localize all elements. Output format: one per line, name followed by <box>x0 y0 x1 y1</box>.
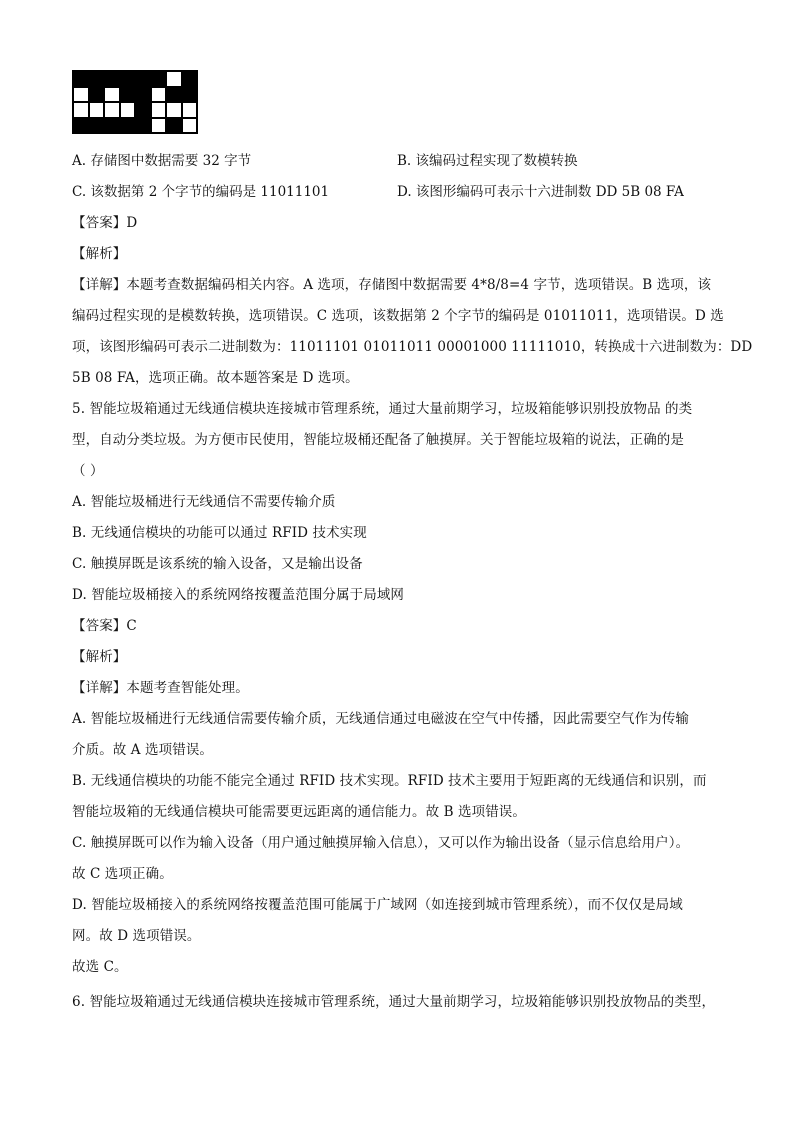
q5-detail-line: 智能垃圾箱的无线通信模块可能需要更远距离的通信能力。故 B 选项错误。 <box>72 804 527 820</box>
grid-cell <box>73 102 89 118</box>
q5-detail-line: 网。故 D 选项错误。 <box>72 928 201 944</box>
q5-option-c: C. 触摸屏既是该系统的输入设备，又是输出设备 <box>72 556 363 572</box>
q5-stem-line: （ ） <box>72 463 104 479</box>
q4-option-c: C. 该数据第 2 个字节的编码是 11011101 <box>72 184 330 200</box>
q5-detail-line: 介质。故 A 选项错误。 <box>72 742 214 758</box>
grid-cell <box>166 102 182 118</box>
grid-cell <box>182 102 198 118</box>
q4-option-a: A. 存储图中数据需要 32 字节 <box>72 153 252 169</box>
grid-cell <box>120 71 136 87</box>
q5-option-a: A. 智能垃圾桶进行无线通信不需要传输介质 <box>72 494 336 510</box>
q5-detail-line: B. 无线通信模块的功能不能完全通过 RFID 技术实现。RFID 技术主要用于短距离的无线通信和识别，而 <box>72 773 707 789</box>
q5-analysis-tag: 【解析】 <box>72 649 127 665</box>
grid-cell <box>104 118 120 134</box>
q4-detail-line: 【详解】本题考查数据编码相关内容。A 选项，存储图中数据需要 4*8/8=4 字节，选项错误。B 选项，该 <box>72 277 712 293</box>
q4-option-b: B. 该编码过程实现了数模转换 <box>397 153 578 169</box>
grid-cell <box>73 118 89 134</box>
grid-cell <box>182 87 198 103</box>
q5-option-d: D. 智能垃圾桶接入的系统网络按覆盖范围分属于局域网 <box>72 587 405 603</box>
q4-detail-line: 5B 08 FA，选项正确。故本题答案是 D 选项。 <box>72 370 359 386</box>
q5-detail-line: 故选 C。 <box>72 959 128 975</box>
pixel-grid-figure <box>72 70 198 134</box>
q5-option-b: B. 无线通信模块的功能可以通过 RFID 技术实现 <box>72 525 367 541</box>
grid-cell <box>104 102 120 118</box>
q4-option-d: D. 该图形编码可表示十六进制数 DD 5B 08 FA <box>397 184 684 200</box>
grid-cell <box>120 87 136 103</box>
grid-cell <box>104 71 120 87</box>
q4-answer: 【答案】D <box>72 215 138 231</box>
grid-cell <box>135 102 151 118</box>
grid-cell <box>182 118 198 134</box>
grid-cell <box>166 118 182 134</box>
q5-stem-line: 5. 智能垃圾箱通过无线通信模块连接城市管理系统，通过大量前期学习，垃圾箱能够识别投放物品 的类 <box>72 401 693 417</box>
q5-detail-line: C. 触摸屏既可以作为输入设备（用户通过触摸屏输入信息），又可以作为输出设备（显示信息给用户）。 <box>72 835 690 851</box>
grid-cell <box>104 87 120 103</box>
q4-detail-line: 项，该图形编码可表示二进制数为：11011101 01011011 00001000 11111010，转换成十六进制数为：DD <box>72 339 753 355</box>
q5-stem-line: 型，自动分类垃圾。为方便市民使用，智能垃圾桶还配备了触摸屏。关于智能垃圾箱的说法，正确的是 <box>72 432 684 448</box>
grid-cell <box>151 71 167 87</box>
grid-cell <box>89 118 105 134</box>
grid-cell <box>182 71 198 87</box>
q6-stem-line: 6. 智能垃圾箱通过无线通信模块连接城市管理系统，通过大量前期学习，垃圾箱能够识别投放物品的类型， <box>72 994 716 1010</box>
q5-answer: 【答案】C <box>72 618 137 634</box>
grid-cell <box>135 71 151 87</box>
q5-detail-line: 【详解】本题考查智能处理。 <box>72 680 249 696</box>
grid-cell <box>166 71 182 87</box>
grid-cell <box>151 118 167 134</box>
grid-cell <box>120 102 136 118</box>
grid-cell <box>151 87 167 103</box>
grid-cell <box>135 118 151 134</box>
grid-cell <box>151 102 167 118</box>
grid-cell <box>89 102 105 118</box>
grid-cell <box>73 71 89 87</box>
q5-detail-line: D. 智能垃圾桶接入的系统网络按覆盖范围可能属于广域网（如连接到城市管理系统），而不仅仅是局域 <box>72 897 683 913</box>
grid-cell <box>89 71 105 87</box>
grid-cell <box>120 118 136 134</box>
q5-detail-line: A. 智能垃圾桶进行无线通信需要传输介质，无线通信通过电磁波在空气中传播，因此需要空气作为传输 <box>72 711 690 727</box>
q4-detail-line: 编码过程实现的是模数转换，选项错误。C 选项，该数据第 2 个字节的编码是 01011011，选项错误。D 选 <box>72 308 724 324</box>
q5-detail-line: 故 C 选项正确。 <box>72 866 173 882</box>
grid-cell <box>166 87 182 103</box>
grid-cell <box>135 87 151 103</box>
grid-cell <box>73 87 89 103</box>
q4-analysis-tag: 【解析】 <box>72 246 127 262</box>
grid-cell <box>89 87 105 103</box>
